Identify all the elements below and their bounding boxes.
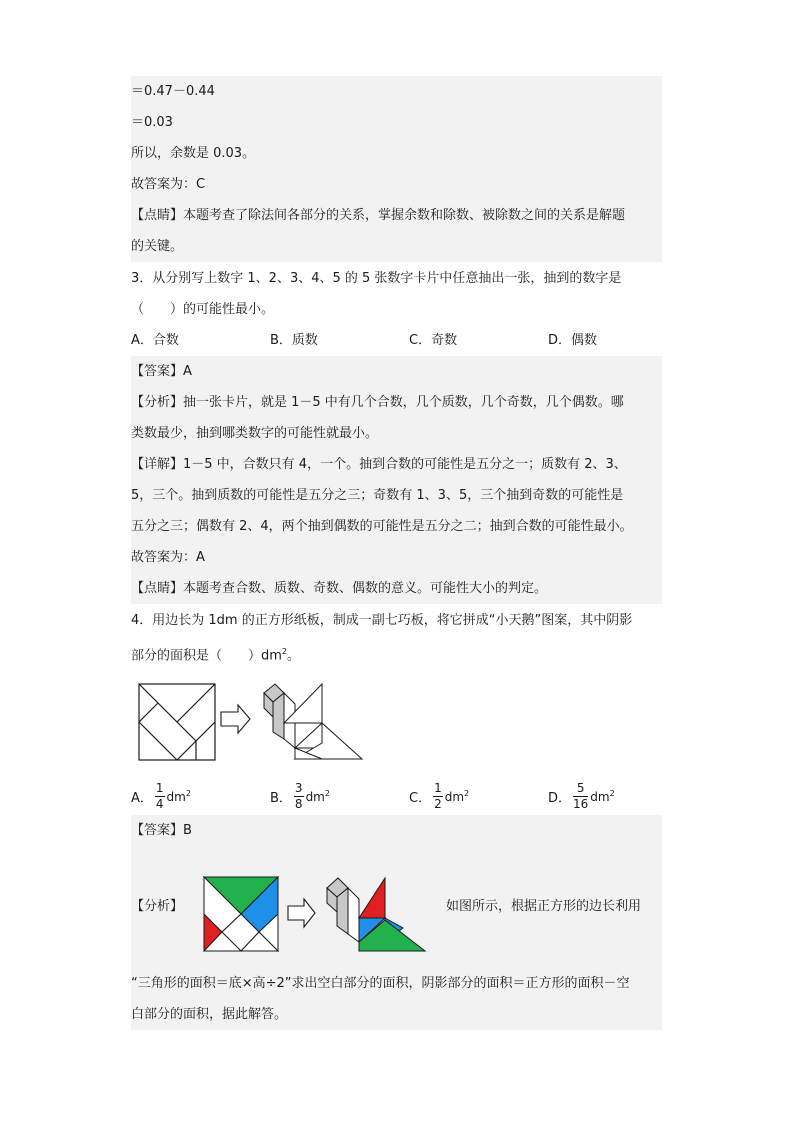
option-c: C．奇数	[409, 333, 458, 348]
detail-line: 5，三个。抽到质数的可能性是五分之三；奇数有 1、3、5，三个抽到奇数的可能性是	[131, 480, 662, 511]
option-b: B．质数	[270, 333, 318, 348]
question-3-text: （ ）的可能性最小。	[131, 302, 275, 317]
question-3-options	[131, 325, 662, 356]
question-4-options	[131, 773, 662, 813]
solution-line: ＝0.03	[131, 107, 662, 138]
analysis-line: 白部分的面积，据此解答。	[131, 999, 662, 1030]
option-a: A．合数	[131, 333, 179, 348]
colored-tangram-figure	[203, 876, 433, 952]
option-b: B． $\frac{3}{8}$ $dm^2$	[270, 781, 330, 811]
detail-line: 【详解】1－5 中，合数只有 4，一个。抽到合数的可能性是五分之一；质数有 2、3、	[131, 449, 662, 480]
analysis-line: “三角形的面积＝底×高÷2”求出空白部分的面积，阴影部分的面积＝正方形的面积－空	[131, 968, 662, 999]
answer-line: 【答案】B	[131, 815, 662, 846]
comment-line: 【点睛】本题考查了除法间各部分的关系，掌握余数和除数、被除数之间的关系是解题	[131, 200, 662, 231]
answer-line: 【答案】A	[131, 356, 662, 387]
analysis-line: 类数最少，抽到哪类数字的可能性就最小。	[131, 418, 662, 449]
swan-shape	[264, 684, 362, 759]
arrow-right-icon	[288, 899, 315, 927]
analysis-line: 【分析】抽一张卡片，就是 1－5 中有几个合数，几个质数，几个奇数，几个偶数。哪	[131, 387, 662, 418]
option-a: A． $\frac{1}{4}$ $dm^2$	[131, 781, 191, 811]
comment-line: 的关键。	[131, 231, 662, 262]
analysis-side-text: 如图所示，根据正方形的边长利用	[446, 899, 642, 914]
question-4-text: 部分的面积是（ ）$dm^2$。	[131, 647, 301, 664]
answer-line: 故答案为：C	[131, 169, 662, 200]
option-d: D． $\frac{5}{16}$ $dm^2$	[548, 781, 615, 811]
solution-line: ＝0.47－0.44	[131, 76, 662, 107]
solution-line: 所以，余数是 0.03。	[131, 138, 662, 169]
analysis-figure-block	[131, 846, 662, 968]
analysis-label: 【分析】	[131, 899, 184, 914]
detail-line: 五分之三；偶数有 2、4，两个抽到偶数的可能性是五分之二；抽到合数的可能性最小。	[131, 511, 662, 542]
tangram-figure	[138, 683, 368, 761]
answer-line: 故答案为：A	[131, 542, 662, 573]
question-3-text: 3．从分别写上数字 1、2、3、4、5 的 5 张数字卡片中任意抽出一张，抽到的数字是	[131, 271, 622, 286]
comment-line: 【点睛】本题考查合数、质数、奇数、偶数的意义。可能性大小的判定。	[131, 573, 662, 604]
question-4-text: 4．用边长为 1dm 的正方形纸板，制成一副七巧板，将它拼成“小天鹅”图案，其中阴影	[131, 613, 633, 628]
arrow-right-icon	[221, 705, 250, 733]
option-d: D．偶数	[548, 333, 598, 348]
option-c: C． $\frac{1}{2}$ $dm^2$	[409, 781, 470, 811]
